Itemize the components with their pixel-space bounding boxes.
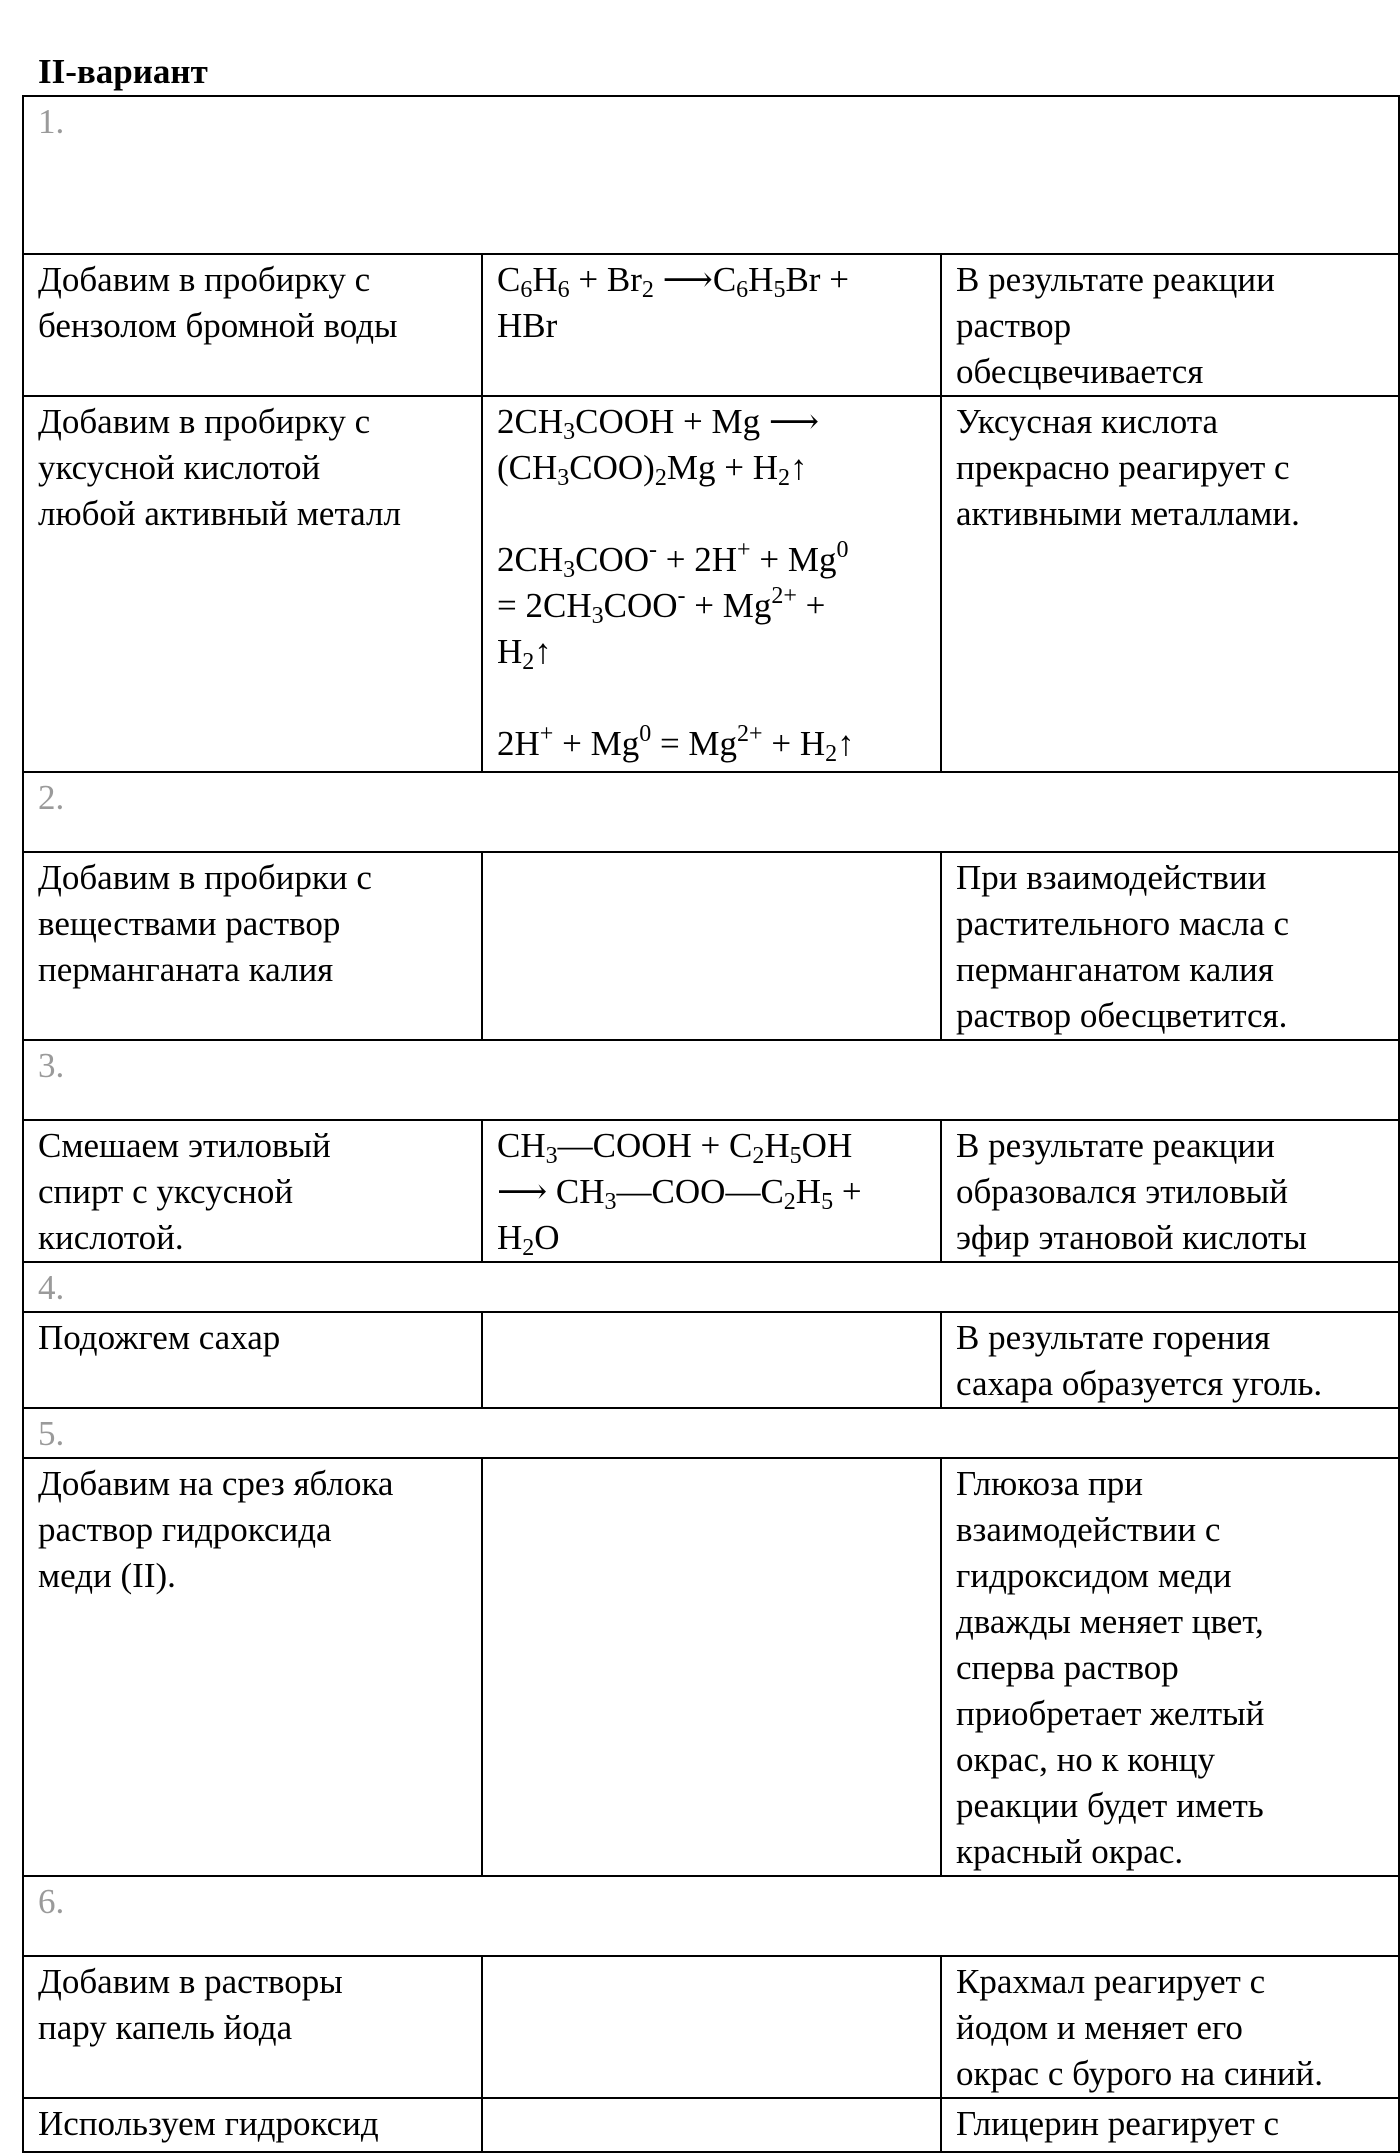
text-line: окрас, но к концу xyxy=(956,1740,1215,1779)
text-line: эфир этановой кислоты xyxy=(956,1218,1307,1257)
table-row xyxy=(23,254,1399,396)
action-cell xyxy=(23,1312,482,1408)
text-line: Уксусная кислота xyxy=(956,402,1219,441)
section-number: 5. xyxy=(23,1408,1399,1458)
text-line: бензолом бромной воды xyxy=(38,306,398,345)
table-row xyxy=(23,1120,1399,1262)
equation-cell xyxy=(482,2098,941,2152)
text-line: В результате горения xyxy=(956,1318,1271,1357)
table-row xyxy=(23,1312,1399,1408)
section-number-row xyxy=(23,96,1399,254)
equation-cell xyxy=(482,1312,941,1408)
section-number-row xyxy=(23,1262,1399,1312)
result-cell xyxy=(941,1458,1399,1876)
text-line: $H_2↑$ xyxy=(497,632,552,675)
text-line: реакции будет иметь xyxy=(956,1786,1264,1825)
text-line: прекрасно реагирует с xyxy=(956,448,1290,487)
page-heading: II-вариант xyxy=(38,52,208,91)
result-cell xyxy=(941,1120,1399,1262)
text-line: $2CH_3COOH + Mg$ ⟶ xyxy=(497,402,820,445)
equation-cell xyxy=(482,1458,941,1876)
equation-cell xyxy=(482,396,941,772)
text-line: = $2CH_3COO^- + Mg^{2+}$ + xyxy=(497,583,826,629)
section-number-row xyxy=(23,1876,1399,1956)
text-line: Подожгем сахар xyxy=(38,1318,281,1357)
text-line: окрас с бурого на синий. xyxy=(956,2054,1324,2093)
text-line: $H_2O$ xyxy=(497,1218,560,1261)
text-line: сахара образуется уголь. xyxy=(956,1364,1323,1403)
text-line: раствор обесцветится. xyxy=(956,996,1288,1035)
section-number: 6. xyxy=(23,1876,1399,1956)
text-line: пару капель йода xyxy=(38,2008,293,2047)
text-line: перманганатом калия xyxy=(956,950,1274,989)
text-line: красный окрас. xyxy=(956,1832,1184,1871)
text-line: ⟶ $CH_3—COO—C_2H_5$ + xyxy=(497,1172,862,1215)
text-line: Смешаем этиловый xyxy=(38,1126,331,1165)
action-cell xyxy=(23,1458,482,1876)
text-line: меди (II). xyxy=(38,1556,176,1595)
section-number: 4. xyxy=(23,1262,1399,1312)
text-line: обесцвечивается xyxy=(956,352,1204,391)
text-line: $2CH_3COO^- + 2H^+ + Mg^0$ xyxy=(497,537,849,583)
text-line: Глюкоза при xyxy=(956,1464,1144,1503)
action-cell xyxy=(23,396,482,772)
text-line: любой активный металл xyxy=(38,494,401,533)
section-number: 3. xyxy=(23,1040,1399,1120)
equation-cell xyxy=(482,1120,941,1262)
section-number-row xyxy=(23,772,1399,852)
text-line: $2H^+ + Mg^0 = Mg^{2+}$ + $H_2↑$ xyxy=(497,721,855,767)
text-line: HBr xyxy=(497,306,558,345)
text-line: активными металлами. xyxy=(956,494,1300,533)
text-line: дважды меняет цвет, xyxy=(956,1602,1264,1641)
text-line: В результате реакции xyxy=(956,1126,1275,1165)
table-row xyxy=(23,396,1399,772)
result-cell xyxy=(941,852,1399,1040)
section-number-row xyxy=(23,1408,1399,1458)
text-line: $CH_3—COOH + C_2H_5OH$ xyxy=(497,1126,853,1169)
table-row xyxy=(23,1458,1399,1876)
text-line: сперва раствор xyxy=(956,1648,1179,1687)
section-number: 2. xyxy=(23,772,1399,852)
text-line: взаимодействии с xyxy=(956,1510,1221,1549)
text-line: приобретает желтый xyxy=(956,1694,1265,1733)
action-cell xyxy=(23,1956,482,2098)
text-line: Добавим в пробирки с xyxy=(38,858,372,897)
action-cell xyxy=(23,852,482,1040)
result-cell xyxy=(941,2098,1399,2152)
text-line: спирт с уксусной xyxy=(38,1172,294,1211)
result-cell xyxy=(941,396,1399,772)
text-line: При взаимодействии xyxy=(956,858,1267,897)
text-line: Добавим в пробирку с xyxy=(38,402,371,441)
text-line: Добавим в пробирку с xyxy=(38,260,371,299)
text-line: гидроксидом меди xyxy=(956,1556,1232,1595)
text-line: Добавим на срез яблока xyxy=(38,1464,394,1503)
text-line: раствор гидроксида xyxy=(38,1510,332,1549)
result-cell xyxy=(941,254,1399,396)
text-line: растительного масла с xyxy=(956,904,1290,943)
action-cell xyxy=(23,254,482,396)
text-line: $C_6H_6 + Br_2$ $⟶C_6H_5Br$ + xyxy=(497,260,849,303)
equation-cell xyxy=(482,852,941,1040)
text-line: йодом и меняет его xyxy=(956,2008,1243,2047)
text-line: Используем гидроксид xyxy=(38,2104,379,2143)
section-number-row xyxy=(23,1040,1399,1120)
table-row xyxy=(23,2098,1399,2152)
text-line: Крахмал реагирует с xyxy=(956,1962,1266,2001)
action-cell xyxy=(23,1120,482,1262)
text-line: Глицерин реагирует с xyxy=(956,2104,1280,2143)
text-line: кислотой. xyxy=(38,1218,184,1257)
text-line: уксусной кислотой xyxy=(38,448,321,487)
action-cell xyxy=(23,2098,482,2152)
table-row xyxy=(23,852,1399,1040)
text-line: В результате реакции xyxy=(956,260,1275,299)
experiments-table xyxy=(22,95,1400,2153)
result-cell xyxy=(941,1956,1399,2098)
text-line: раствор xyxy=(956,306,1072,345)
text-line: образовался этиловый xyxy=(956,1172,1289,1211)
table-row xyxy=(23,1956,1399,2098)
text-line: веществами раствор xyxy=(38,904,341,943)
text-line: перманганата калия xyxy=(38,950,334,989)
equation-cell xyxy=(482,1956,941,2098)
section-number: 1. xyxy=(23,96,1399,254)
text-line: $(CH_3COO)_2Mg$ + $H_2↑$ xyxy=(497,448,808,491)
result-cell xyxy=(941,1312,1399,1408)
equation-cell xyxy=(482,254,941,396)
text-line: Добавим в растворы xyxy=(38,1962,343,2001)
